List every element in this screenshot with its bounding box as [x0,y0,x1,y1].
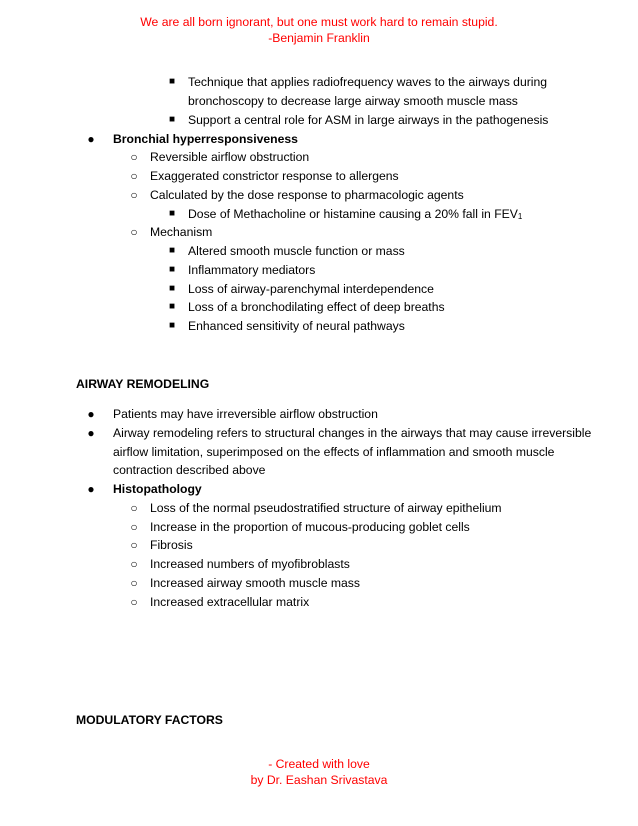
dose-subscript: 1 [517,212,523,221]
disc-bullet: ● [87,132,95,146]
list-item: Airway remodeling refers to structural changes in the airways that may cause irreversible [113,426,592,440]
circle-bullet: ○ [130,188,138,202]
circle-bullet: ○ [130,150,138,164]
list-item: Increased extracellular matrix [150,595,310,609]
list-item-continuation: contraction described above [113,463,266,477]
square-bullet: ■ [168,301,176,312]
square-bullet: ■ [168,76,176,87]
list-item: Increased numbers of myofibroblasts [150,557,350,571]
list-item: Inflammatory mediators [188,263,316,277]
section-heading-airway-remodeling: AIRWAY REMODELING [76,377,210,391]
dose-text: Dose of Methacholine or histamine causing a 20% fall in FEV [188,207,518,221]
histopathology-title: Histopathology [113,482,202,496]
disc-bullet: ● [87,482,95,496]
list-item: Calculated by the dose response to pharmacologic agents [150,188,464,202]
list-item: Support a central role for ASM in large airways in the pathogenesis [188,113,549,127]
list-item-continuation: airflow limitation, superimposed on the effects of inflammation and smooth muscle [113,445,555,459]
list-item: Exaggerated constrictor response to allergens [150,169,399,183]
list-item: Enhanced sensitivity of neural pathways [188,319,405,333]
square-bullet: ■ [168,245,176,256]
circle-bullet: ○ [130,501,138,515]
list-item [188,205,522,227]
circle-bullet: ○ [130,557,138,571]
circle-bullet: ○ [130,520,138,534]
square-bullet: ■ [168,264,176,275]
square-bullet: ■ [168,114,176,125]
square-bullet: ■ [168,320,176,331]
circle-bullet: ○ [130,225,138,239]
list-item: Reversible airflow obstruction [150,150,310,164]
list-item: Patients may have irreversible airflow obstruction [113,407,378,421]
list-item: Fibrosis [150,538,193,552]
section-heading-modulatory-factors: MODULATORY FACTORS [76,713,223,727]
mechanism-title: Mechanism [150,225,213,239]
square-bullet: ■ [168,283,176,294]
bhr-title: Bronchial hyperresponsiveness [113,132,298,146]
list-item: Increase in the proportion of mucous-producing goblet cells [150,520,470,534]
circle-bullet: ○ [130,595,138,609]
footer-credit: - Created with love [268,757,370,771]
list-item: Increased airway smooth muscle mass [150,576,360,590]
list-item: Loss of the normal pseudostratified structure of airway epithelium [150,501,502,515]
circle-bullet: ○ [130,538,138,552]
disc-bullet: ● [87,407,95,421]
list-item: Altered smooth muscle function or mass [188,244,405,258]
circle-bullet: ○ [130,576,138,590]
footer-author: by Dr. Eashan Srivastava [250,773,388,787]
square-bullet: ■ [168,208,176,219]
list-item: Technique that applies radiofrequency waves to the airways during [188,75,548,89]
disc-bullet: ● [87,426,95,440]
header-quote: We are all born ignorant, but one must work hard to remain stupid. [140,15,498,29]
list-item-continuation: bronchoscopy to decrease large airway smooth muscle mass [188,94,518,108]
header-author: -Benjamin Franklin [268,31,370,45]
circle-bullet: ○ [130,169,138,183]
list-item: Loss of airway-parenchymal interdependence [188,282,434,296]
list-item: Loss of a bronchodilating effect of deep breaths [188,300,445,314]
